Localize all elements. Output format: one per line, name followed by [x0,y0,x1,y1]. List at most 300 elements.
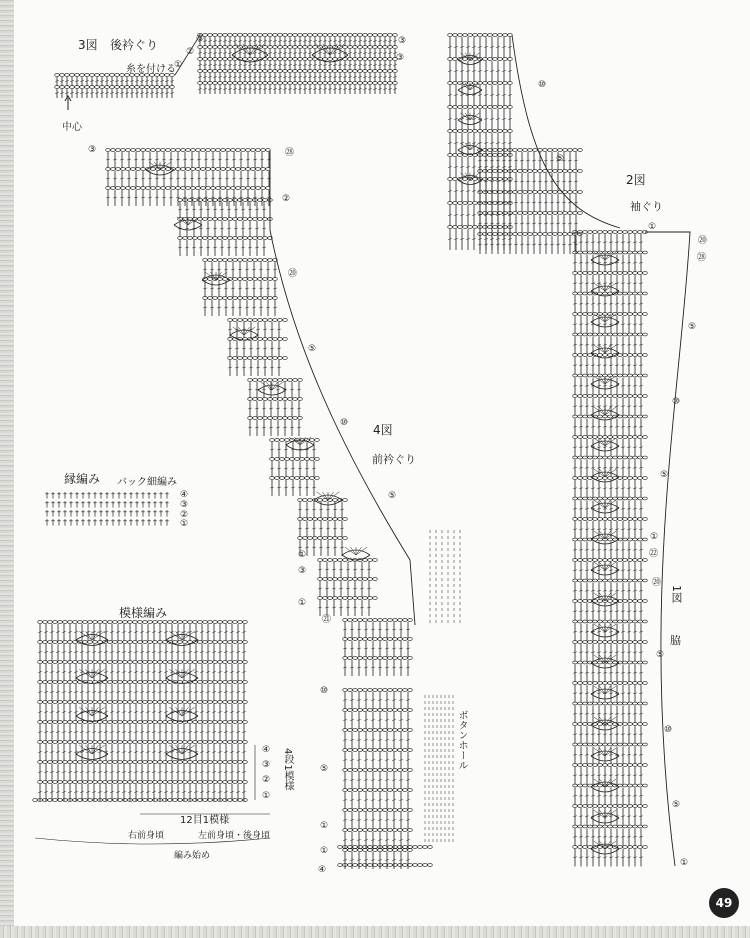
pattern-rows-chain [183,741,188,744]
fig1-rows-chain [573,620,578,623]
pattern-rows-chain [53,701,58,704]
fig1-rows-chain [588,333,593,336]
pattern-rows-chain [68,621,73,624]
fig4-step-7-chain [338,559,343,562]
fig2-upper-rows-chain [498,106,503,109]
fig3-right-rows-chain [368,70,373,73]
fig4-step-3-chain [233,357,238,360]
fig1-rows-chain [593,641,598,644]
fig4-lower-rows-chain [393,849,398,852]
fig2-upper-rows-chain [493,178,498,181]
pattern-rows-chain [208,721,213,724]
fig4-step-0-chain [191,168,196,171]
pattern-rows-chain [153,661,158,664]
fig1-rows-chain [573,333,578,336]
fig3-right-rows-chain [208,58,213,61]
fig4-base-chain [338,864,343,867]
fig2-upper-rows-chain [508,106,513,109]
fig4-step-4-chain [273,379,278,382]
fig3-right-rows-chain [273,70,278,73]
fig1-rows-chain [573,579,578,582]
fig2-upper-rows-chain [483,178,488,181]
fig4-step-3-chain [243,319,248,322]
pattern-rows-chain [203,621,208,624]
edging-stitch: † [141,500,145,509]
fig4-base-chain [353,846,358,849]
fig1-rows-chain [628,415,633,418]
fig3-right-rows-chain [218,70,223,73]
fig4-lower-rows-chain [408,809,413,812]
pattern-rows-chain [208,621,213,624]
fig4-step-6-chain [343,537,348,540]
fig1-fan [594,407,605,415]
fig4-step-1-chain [228,237,233,240]
pattern-rows-chain [73,741,78,744]
fig3-right-rows-chain [378,70,383,73]
fig1-rows-chain [618,702,623,705]
fig2-mid-rows-chain [513,170,518,173]
fig3-right-rows-chain [333,58,338,61]
edging-stitch: † [105,500,109,509]
pattern-rows-chain [73,661,78,664]
fig3-left-rows-chain [90,74,95,77]
fig1-rows-chain [633,395,638,398]
fig2-mid-rows-chain [533,149,538,152]
fig4-lower-rows-chain [393,769,398,772]
fig4-step-0-chain [251,168,256,171]
fig2-mid-rows-chain [493,191,498,194]
fig2-mid-rows-chain [558,170,563,173]
fig1-rows-chain [578,497,583,500]
fig2-mid-rows-chain [513,191,518,194]
fig1-rows-chain [573,682,578,685]
fig1-rows-chain [593,518,598,521]
fig4-step-8-chain [348,619,353,622]
fig4-lower-rows-chain [408,769,413,772]
fig3-right-rows-chain [348,46,353,49]
fig2-upper-rows-chain [488,34,493,37]
fig3-right-rows-chain [368,34,373,37]
fig4-step-6-chain [313,537,318,540]
fig1-rows-chain [618,272,623,275]
fig4-step-8-chain [403,638,408,641]
fig4-step-7-chain [348,578,353,581]
fig2-upper-rows-chain [478,130,483,133]
pattern-rows-chain [78,621,83,624]
pattern-rows-chain [158,741,163,744]
fig3-right-rows-chain [263,46,268,49]
fig3-right-rows-chain [248,82,253,85]
fig1-fan [594,841,605,849]
pattern-rows-chain [198,661,203,664]
fig4-step-8-chain [353,638,358,641]
fig3-right-rows-chain [353,58,358,61]
fig1-rows-chain [593,825,598,828]
fig1-rows-chain [578,477,583,480]
pattern-rows-chain [108,701,113,704]
fig1-rows-chain [588,313,593,316]
fig1-rows-chain [638,251,643,254]
fig3-right-rows-chain [223,34,228,37]
fig4-step-2-chain [243,297,248,300]
fig1-fan [594,624,605,632]
edging-stitch: † [147,518,151,527]
fig2-upper-rows-chain [468,202,473,205]
pattern-rows-chain [143,621,148,624]
pattern-rows-chain [148,701,153,704]
fig2-upper-rows-chain [483,82,488,85]
fig1-rows-chain [618,825,623,828]
edging-stitch: † [75,491,79,500]
fig4-step-0-chain [186,187,191,190]
fig3-right-rows-chain [363,70,368,73]
fig1-rows-chain [633,497,638,500]
fig4-step-2-chain [228,259,233,262]
fig3-right-rows-chain [228,82,233,85]
fig4-fan [233,327,244,335]
fig3-right-rows-chain [343,46,348,49]
pattern-rows-chain [193,741,198,744]
fig4-step-1-chain [203,237,208,240]
fig1-rows-chain [618,682,623,685]
edging-stitch: † [105,518,109,527]
fig2-upper-rows-chain [463,34,468,37]
fig3-right-rows-chain [333,34,338,37]
fig1-rows-chain [628,292,633,295]
fig3-right-rows-chain [203,46,208,49]
fig4-lower-rows-chain [373,689,378,692]
edging-stitch: † [159,491,163,500]
fig3-right-rows-chain [318,70,323,73]
fig4-lower-rows-chain [403,809,408,812]
pattern-rows-chain [53,741,58,744]
pattern-rows-chain [43,741,48,744]
fig2-upper-rows-chain [503,106,508,109]
fig4-step-0-chain [211,187,216,190]
fig4-lower-rows-chain [388,789,393,792]
pattern-rows-chain [198,641,203,644]
fig4-step-3-chain [238,357,243,360]
fig1-rows-chain [593,620,598,623]
fig4-step-3-chain [258,357,263,360]
fig3-right-rows-chain [223,46,228,49]
fig4-step-2-chain [213,297,218,300]
pattern-rows-chain [238,741,243,744]
fig4-step-0-chain [121,187,126,190]
fig1-rows-chain [623,374,628,377]
fig1-rows-chain [598,723,603,726]
fig4-step-4-chain [288,379,293,382]
fig2-mid-rows-chain [518,149,523,152]
fig4-step-7-chain [363,597,368,600]
fig1-rows-chain [583,395,588,398]
fig1-fan [599,810,605,818]
fig4-step-2-chain [258,259,263,262]
fig3-right-rows-chain [268,34,273,37]
pattern-rows-chain [208,741,213,744]
fig4-step-6-chain [308,537,313,540]
pattern-rows-chain [198,681,203,684]
fig4-fan [188,217,194,225]
fig1-rows-chain [578,764,583,767]
fig1-rows-chain [638,354,643,357]
fig4-step-0-chain [236,187,241,190]
edging-stitch: † [63,491,67,500]
fig4-step-3-chain [268,338,273,341]
fig3-right-rows-chain [313,82,318,85]
fig1-rows-chain [598,620,603,623]
fig1-rows-chain [628,702,633,705]
edging-stitch: † [57,491,61,500]
fig1-rows-chain [598,395,603,398]
fig4-step-0-chain [166,149,171,152]
fig3-right-rows-chain [353,46,358,49]
fig2-mid-rows-chain [573,149,578,152]
fig4-step-2-chain [268,297,273,300]
fig4-step-3-chain [273,319,278,322]
fig4-step-3-chain [283,357,288,360]
fig1-fan [594,717,605,725]
fig4-fan [261,382,272,390]
fig4-step-4-chain [298,398,303,401]
pattern-rows-chain [153,741,158,744]
fig1-rows-chain [618,764,623,767]
fig3-right-rows-chain [363,82,368,85]
fig1-rows-chain [583,764,588,767]
pattern-rows-chain [128,661,133,664]
edging-stitch: † [87,518,91,527]
fig4-step-0-chain [171,187,176,190]
fig1-rows-chain [573,436,578,439]
fig4-lower-rows-chain [358,749,363,752]
fig3-right-rows-chain [373,58,378,61]
fig4-step-2-chain [208,278,213,281]
edging-stitch: † [117,491,121,500]
fig1-fan [605,438,611,446]
fig3-right-rows-chain [253,70,258,73]
fig3-right-rows-chain [303,46,308,49]
fig3-right-rows-chain [243,82,248,85]
fig2-upper-rows-chain [493,34,498,37]
fig2-mid-rows-chain [568,149,573,152]
fig4-step-5-chain [285,458,290,461]
pattern-rows-chain [228,701,233,704]
fig4-step-1-chain [178,237,183,240]
fig4-step-0-chain [136,187,141,190]
fig2-upper-rows-chain [493,130,498,133]
edging-stitch: † [99,491,103,500]
fig1-rows-chain [643,764,648,767]
edging-stitch: † [87,509,91,518]
fig1-rows-chain [598,456,603,459]
fig4-fan [174,225,202,230]
edging-stitch: † [69,509,73,518]
fig4-step-0-chain [156,149,161,152]
pattern-rows-chain [78,741,83,744]
fig4-lower-rows-chain [378,709,383,712]
fig2-mid-rows-chain [548,149,553,152]
fig2-upper-rows-chain [483,226,488,229]
fig2-upper-rows-chain [453,82,458,85]
fig4-fan [238,327,244,335]
fig2-mid-rows-chain [573,191,578,194]
fig4-step-3-chain [283,338,288,341]
fig4-lower-rows-chain [378,849,383,852]
fig3-right-rows-chain [298,58,303,61]
fig3-left-rows-chain [55,74,60,77]
fig4-fan [258,390,286,395]
fig3-right-rows-chain [238,34,243,37]
fig3-right-rows-chain [313,46,318,49]
fig4-lower-rows-chain [403,849,408,852]
fig4-step-0-chain [231,168,236,171]
fig2-mid-rows-chain [558,212,563,215]
fig1-rows-chain [593,436,598,439]
fig2-upper-rows-chain [448,106,453,109]
fig1-rows-chain [573,723,578,726]
fig4-step-0-chain [166,187,171,190]
fig4-lower-rows-chain [363,689,368,692]
fig1-rows-chain [588,272,593,275]
fig3-left-rows-chain [85,86,90,89]
pattern-rows-chain [118,681,123,684]
fig1-rows-chain [578,292,583,295]
fig4-lower-rows-chain [353,809,358,812]
fig4-step-5-chain [285,439,290,442]
fig3-right-rows-chain [203,82,208,85]
fig1-fan [605,283,611,291]
fig1-rows-chain [598,354,603,357]
fig1-fan [599,345,605,353]
pattern-rows-chain [48,641,53,644]
fig3-right-rows-chain [243,70,248,73]
edging-stitch: † [81,509,85,518]
pattern-rows-chain [118,621,123,624]
fig1-rows-chain [643,641,648,644]
fig1-rows-chain [588,579,593,582]
pattern-rows-chain [38,681,43,684]
pattern-rows-chain [178,641,183,644]
fig1-fan [605,376,611,384]
fig3-right-rows-chain [348,82,353,85]
fig3-left-rows-chain [150,86,155,89]
fig4-step-3-chain [263,357,268,360]
fig1-rows-chain [588,231,593,234]
fig1-rows-chain [603,559,608,562]
pattern-rows-chain [213,681,218,684]
fig4-step-1-chain [238,199,243,202]
fig1-rows-chain [638,784,643,787]
fig1-rows-chain [588,374,593,377]
fig4-lower-rows-chain [373,749,378,752]
fig1-rows-chain [623,497,628,500]
fig1-rows-chain [613,272,618,275]
fig3-left-rows-chain [95,86,100,89]
fig4-step-8-chain [358,619,363,622]
fig3-right-rows-chain [333,70,338,73]
pattern-rows-chain [103,701,108,704]
fig4-step-1-chain [213,237,218,240]
pattern-rows-chain [188,661,193,664]
fig3-right-rows-chain [303,82,308,85]
fig1-rows-chain [643,415,648,418]
fig3-right-rows-chain [308,70,313,73]
fig2-upper-rows-chain [453,106,458,109]
pattern-rows-chain [73,641,78,644]
fig4-step-3-chain [273,357,278,360]
pattern-rows-chain [213,701,218,704]
fig3-right-rows-chain [228,58,233,61]
fig1-rows-chain [623,682,628,685]
fig3-right-rows-chain [393,70,398,73]
fig1-fan [599,407,605,415]
fig4-lower-rows-chain [383,849,388,852]
fig4-lower-rows-chain [383,829,388,832]
fig4-step-6-chain [333,518,338,521]
edging-stitch: † [165,491,169,500]
fig4-lower-rows-chain [373,809,378,812]
fig1-rows-chain [633,784,638,787]
fig4-step-7-chain [368,597,373,600]
pattern-rows-chain [83,701,88,704]
fig2-mid-rows-chain [578,170,583,173]
fig3-right-rows-chain [303,34,308,37]
fig2-mid-rows-chain [543,212,548,215]
fig4-step-1-chain [248,218,253,221]
fig4-step-3-chain [273,338,278,341]
pattern-rows-chain [83,661,88,664]
fig4-lower-rows-chain [368,829,373,832]
fig1-fan [605,345,611,353]
fig3-right-rows-chain [378,46,383,49]
fig4-lower-rows-chain [383,709,388,712]
fig4-lower-rows-chain [388,769,393,772]
fig3-right-rows-chain [288,58,293,61]
fig1-rows-chain [628,723,633,726]
fig1-fan [605,500,611,508]
fig2-upper-rows-chain [473,226,478,229]
fig1-rows-chain [598,682,603,685]
fig3-right-rows-chain [373,46,378,49]
fig3-right-rows-chain [378,34,383,37]
fig1-rows-chain [643,436,648,439]
fig2-mid-rows-chain [503,149,508,152]
fig3-right-rows-chain [208,82,213,85]
fig1-rows-chain [583,723,588,726]
fig4-step-6-chain [338,518,343,521]
fig4-step-5-chain [290,458,295,461]
fig1-rows-chain [573,395,578,398]
fig4-lower-rows-chain [348,729,353,732]
fig3-right-rows-chain [283,46,288,49]
fig1-rows-chain [623,231,628,234]
fig3-right-rows-chain [283,58,288,61]
fig4-step-4-chain [293,417,298,420]
fig2-upper-rows-chain [498,34,503,37]
pattern-rows-chain [233,661,238,664]
fig1-rows-chain [593,682,598,685]
fig3-right-rows-chain [338,34,343,37]
fig2-upper-rows-chain [503,178,508,181]
fig1-rows-chain [598,846,603,849]
pattern-rows-chain [58,621,63,624]
fig1-rows-chain [608,354,613,357]
fig1-rows-chain [583,743,588,746]
fig4-step-6-chain [333,499,338,502]
fig3-right-rows-chain [243,58,248,61]
fig4-base-chain [398,846,403,849]
fig1-rows-chain [633,251,638,254]
